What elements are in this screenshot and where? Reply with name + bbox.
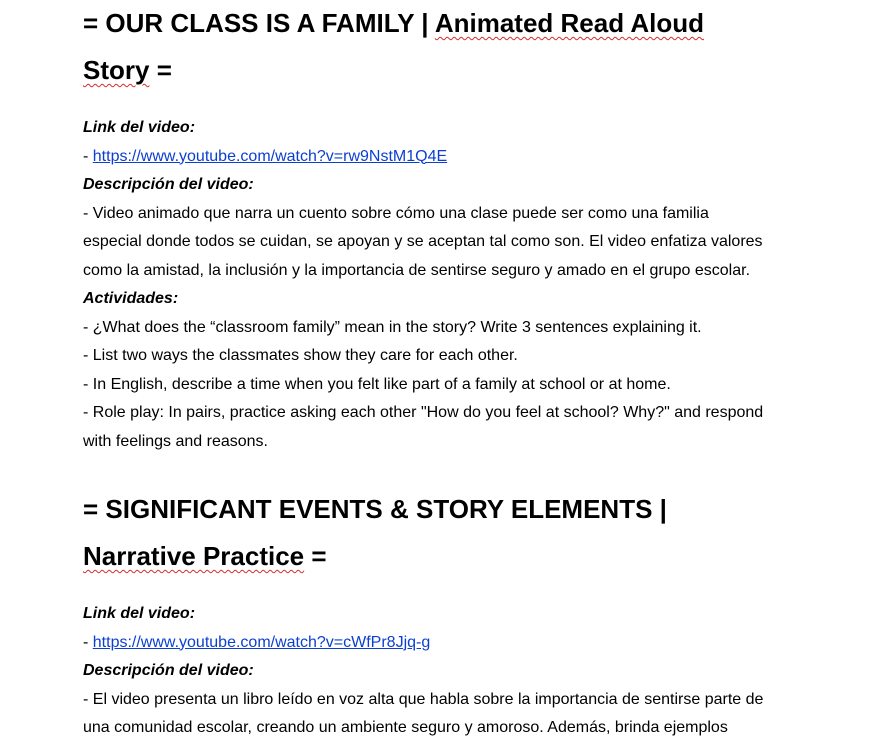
- video-link[interactable]: https://www.youtube.com/watch?v=cWfPr8Jjq-g: [92, 633, 431, 651]
- title-line2-suffix: =: [304, 541, 327, 571]
- link-label: Link del video:: [83, 605, 196, 622]
- description-line: - Video animado que narra un cuento sobre cómo una clase puede ser como una familia: [83, 204, 709, 222]
- document-page: [83, 0, 803, 743]
- section-significant-events: [83, 486, 803, 743]
- section-title: [83, 0, 803, 47]
- link-line: [83, 629, 803, 658]
- title-line2-spellcheck: Story: [83, 55, 150, 85]
- activity-item: - Role play: In pairs, practice asking each other "How do you feel at school? Why?" and respond: [83, 404, 764, 421]
- link-label: Link del video:: [83, 119, 196, 136]
- title-line2-spellcheck: Narrative Practice: [83, 541, 305, 571]
- section-title: = SIGNIFICANT EVENTS & STORY ELEMENTS |: [83, 494, 667, 524]
- activity-item: with feelings and reasons.: [83, 432, 268, 450]
- link-prefix: -: [83, 633, 93, 651]
- title-line1-prefix: = OUR CLASS IS A FAMILY |: [83, 8, 435, 38]
- activity-item: - List two ways the classmates show they care for each other.: [83, 347, 518, 364]
- description-line: como la amistad, la inclusión y la importancia de sentirse seguro y amado en el grupo escolar.: [83, 261, 751, 279]
- section-title-continued: [83, 533, 803, 580]
- link-prefix: -: [83, 147, 93, 165]
- title-line2-suffix: =: [149, 55, 172, 85]
- description-line: una comunidad escolar, creando un ambiente seguro y amoroso. Además, brinda ejemplos: [83, 719, 728, 736]
- activity-item: - In English, describe a time when you felt like part of a family at school or at home.: [83, 375, 671, 393]
- title-line1-spellcheck: Animated Read Aloud: [434, 8, 705, 38]
- link-line: [83, 143, 803, 172]
- video-link[interactable]: https://www.youtube.com/watch?v=rw9NstM1Q4E: [92, 147, 448, 165]
- activity-item: - ¿What does the “classroom family” mean in the story? Write 3 sentences explaining it.: [83, 318, 702, 336]
- section-title-continued: [83, 47, 803, 94]
- description-label: Descripción del video:: [83, 176, 254, 193]
- description-label: Descripción del video:: [83, 662, 254, 679]
- description-line: especial donde todos se cuidan, se apoyan y se aceptan tal como son. El video enfatiza valores: [83, 233, 763, 250]
- description-line: - El video presenta un libro leído en voz alta que habla sobre la importancia de sentirse parte de: [83, 690, 764, 708]
- section-our-class-is-a-family: [83, 0, 803, 456]
- activities-label: Actividades:: [83, 290, 179, 307]
